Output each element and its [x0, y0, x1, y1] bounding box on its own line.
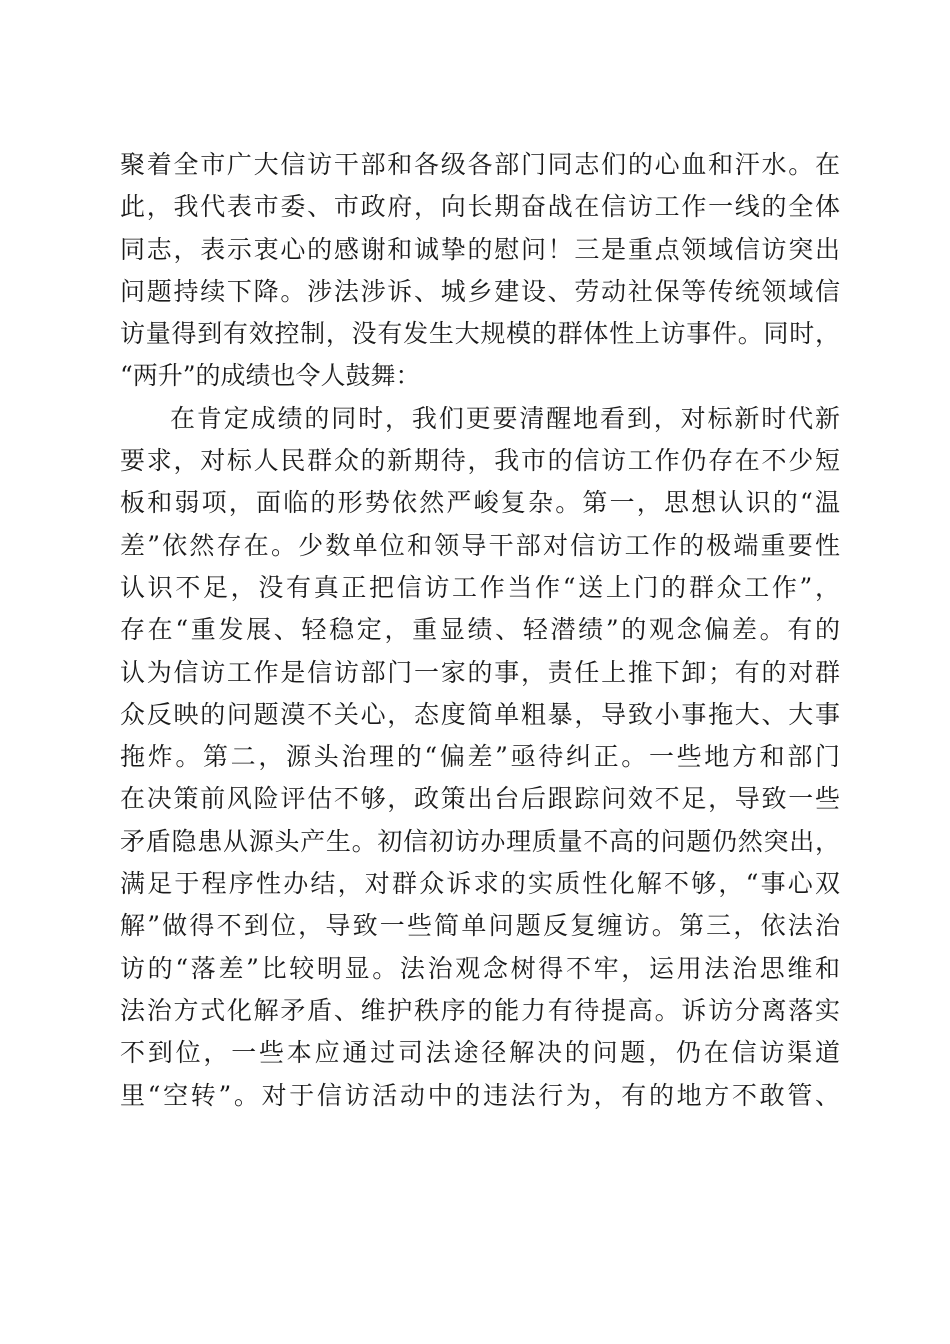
text-line: 在肯定成绩的同时，我们更要清醒地看到，对标新时代新: [170, 403, 840, 433]
text-line: 板和弱项，面临的形势依然严峻复杂。第一，思想认识的“温: [120, 488, 840, 518]
text-line: 访的“落差”比较明显。法治观念树得不牢，运用法治思维和: [120, 953, 840, 983]
text-line: 里“空转”。对于信访活动中的违法行为，有的地方不敢管、: [120, 1080, 840, 1110]
text-line: “两升”的成绩也令人鼓舞：: [120, 361, 421, 391]
text-line: 认识不足，没有真正把信访工作当作“送上门的群众工作”，: [120, 572, 840, 602]
text-line: 在决策前风险评估不够，政策出台后跟踪问效不足，导致一些: [120, 784, 840, 814]
text-line: 问题持续下降。涉法涉诉、城乡建设、劳动社保等传统领域信: [120, 276, 840, 306]
body-text: [120, 144, 840, 1117]
text-line: 聚着全市广大信访干部和各级各部门同志们的心血和汗水。在: [120, 150, 840, 179]
text-line: 同志，表示衷心的感谢和诚挚的慰问！三是重点领域信访突出: [120, 234, 840, 264]
text-line: 解”做得不到位，导致一些简单问题反复缠访。第三，依法治: [120, 911, 840, 941]
text-line: 存在“重发展、轻稳定，重显绩、轻潜绩”的观念偏差。有的: [120, 615, 840, 645]
text-line: 访量得到有效控制，没有发生大规模的群体性上访事件。同时，: [120, 319, 840, 349]
text-line: 满足于程序性办结，对群众诉求的实质性化解不够，“事心双: [120, 869, 840, 899]
text-line: 众反映的问题漠不关心，态度简单粗暴，导致小事拖大、大事: [120, 699, 840, 729]
text-line: 矛盾隐患从源头产生。初信初访办理质量不高的问题仍然突出，: [120, 826, 840, 856]
text-line: 差”依然存在。少数单位和领导干部对信访工作的极端重要性: [120, 530, 840, 560]
text-line: 法治方式化解矛盾、维护秩序的能力有待提高。诉访分离落实: [120, 995, 840, 1025]
text-line: 此，我代表市委、市政府，向长期奋战在信访工作一线的全体: [120, 192, 840, 222]
text-line: 认为信访工作是信访部门一家的事，责任上推下卸；有的对群: [120, 657, 840, 687]
text-line: 拖炸。第二，源头治理的“偏差”亟待纠正。一些地方和部门: [120, 742, 840, 772]
text-line: 不到位，一些本应通过司法途径解决的问题，仍在信访渠道: [120, 1038, 840, 1068]
text-line: 要求，对标人民群众的新期待，我市的信访工作仍存在不少短: [120, 446, 840, 476]
